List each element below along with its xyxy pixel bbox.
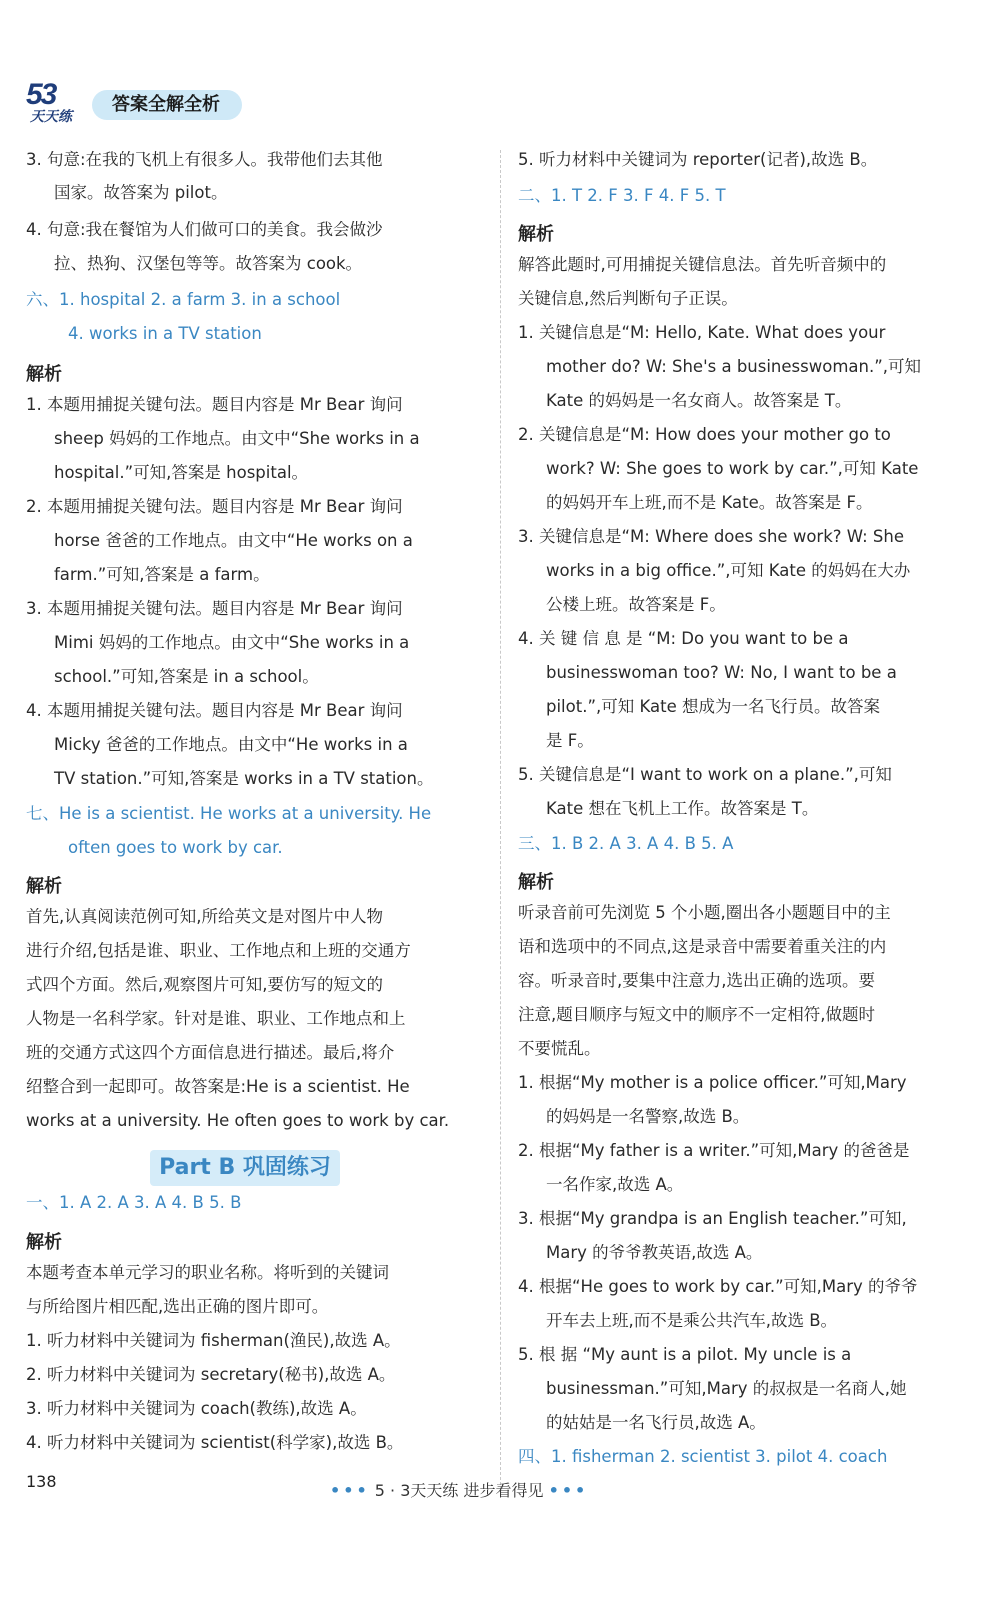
section-heading: 解析: [26, 876, 62, 897]
footer-dots-left: •••: [330, 1481, 370, 1500]
text-line: Mimi 妈妈的工作地点。由文中“She works in a: [54, 633, 410, 652]
text-line: 2. 关键信息是“M: How does your mother go to: [518, 425, 891, 444]
text-line: 四、1. fisherman 2. scientist 3. pilot 4. coach: [518, 1447, 888, 1466]
text-line: 人物是一名科学家。针对是谁、职业、工作地点和上: [26, 1009, 406, 1028]
text-line: 三、1. B 2. A 3. A 4. B 5. A: [518, 834, 734, 853]
text-line: 1. 听力材料中关键词为 fisherman(渔民),故选 A。: [26, 1331, 401, 1350]
text-line: 4. 关 键 信 息 是 “M: Do you want to be a: [518, 629, 849, 648]
text-line: often goes to work by car.: [68, 838, 283, 857]
text-line: 5. 听力材料中关键词为 reporter(记者),故选 B。: [518, 150, 878, 169]
text-line: businesswoman too? W: No, I want to be a: [546, 663, 897, 682]
text-line: 3. 句意:在我的飞机上有很多人。我带他们去其他: [26, 150, 383, 169]
text-line: pilot.”,可知 Kate 想成为一名飞行员。故答案: [546, 697, 880, 716]
text-line: hospital.”可知,答案是 hospital。: [54, 463, 309, 482]
text-line: 听录音前可先浏览 5 个小题,圈出各小题题目中的主: [518, 903, 891, 922]
text-line: 语和选项中的不同点,这是录音中需要着重关注的内: [518, 937, 887, 956]
text-line: farm.”可知,答案是 a farm。: [54, 565, 270, 584]
text-line: 5. 根 据 “My aunt is a pilot. My uncle is a: [518, 1345, 852, 1364]
text-line: 解答此题时,可用捕捉关键信息法。首先听音频中的: [518, 255, 887, 274]
text-line: 3. 根据“My grandpa is an English teacher.”可知,: [518, 1209, 907, 1228]
text-line: horse 爸爸的工作地点。由文中“He works on a: [54, 531, 413, 550]
text-line: 关键信息,然后判断句子正误。: [518, 289, 738, 308]
text-line: 2. 听力材料中关键词为 secretary(秘书),故选 A。: [26, 1365, 396, 1384]
text-line: works at a university. He often goes to work by car.: [26, 1111, 450, 1130]
text-line: 是 F。: [546, 731, 594, 750]
text-line: 1. 关键信息是“M: Hello, Kate. What does your: [518, 323, 886, 342]
text-line: 公楼上班。故答案是 F。: [546, 595, 726, 614]
text-line: 的妈妈开车上班,而不是 Kate。故答案是 F。: [546, 493, 873, 512]
part-b-title: Part B 巩固练习: [159, 1155, 331, 1180]
text-line: work? W: She goes to work by car.”,可知 Kate: [546, 459, 919, 478]
logo-number: 53: [26, 78, 56, 111]
text-line: 4. 听力材料中关键词为 scientist(科学家),故选 B。: [26, 1433, 404, 1452]
text-line: 国家。故答案为 pilot。: [54, 183, 228, 202]
text-line: mother do? W: She's a businesswoman.”,可知: [546, 357, 921, 376]
text-line: 4. works in a TV station: [68, 324, 262, 343]
text-line: 六、1. hospital 2. a farm 3. in a school: [26, 290, 341, 309]
footer-slogan: 5 · 3天天练 进步看得见: [374, 1481, 544, 1500]
text-line: Kate 想在飞机上工作。故答案是 T。: [546, 799, 819, 818]
text-line: sheep 妈妈的工作地点。由文中“She works in a: [54, 429, 420, 448]
text-line: 首先,认真阅读范例可知,所给英文是对图片中人物: [26, 907, 383, 926]
text-line: 3. 关键信息是“M: Where does she work? W: She: [518, 527, 904, 546]
text-line: Mary 的爷爷教英语,故选 A。: [546, 1243, 763, 1262]
text-line: 一名作家,故选 A。: [546, 1175, 684, 1194]
page-number: 138: [26, 1472, 57, 1491]
text-line: 3. 本题用捕捉关键句法。题目内容是 Mr Bear 询问: [26, 599, 403, 618]
text-line: 本题考查本单元学习的职业名称。将听到的关键词: [26, 1263, 389, 1282]
text-line: TV station.”可知,答案是 works in a TV station。: [54, 769, 434, 788]
footer-dots-right: •••: [548, 1481, 589, 1500]
text-line: 开车去上班,而不是乘公共汽车,故选 B。: [546, 1311, 838, 1330]
text-line: 3. 听力材料中关键词为 coach(教练),故选 A。: [26, 1399, 367, 1418]
text-line: 的妈妈是一名警察,故选 B。: [546, 1107, 750, 1126]
text-line: 4. 本题用捕捉关键句法。题目内容是 Mr Bear 询问: [26, 701, 403, 720]
text-line: Kate 的妈妈是一名女商人。故答案是 T。: [546, 391, 852, 410]
text-line: 2. 根据“My father is a writer.”可知,Mary 的爸爸是: [518, 1141, 910, 1160]
text-line: school.”可知,答案是 in a school。: [54, 667, 319, 686]
brand-logo: [24, 78, 88, 128]
text-line: businessman.”可知,Mary 的叔叔是一名商人,她: [546, 1379, 907, 1398]
text-line: 班的交通方式这四个方面信息进行描述。最后,将介: [26, 1043, 395, 1062]
text-line: 注意,题目顺序与短文中的顺序不一定相符,做题时: [518, 1005, 875, 1024]
text-line: 容。听录音时,要集中注意力,选出正确的选项。要: [518, 971, 875, 990]
text-line: 不要慌乱。: [518, 1039, 601, 1058]
part-b-heading: [150, 1150, 340, 1186]
section-heading: 解析: [518, 224, 554, 245]
text-line: 拉、热狗、汉堡包等等。故答案为 cook。: [54, 254, 363, 273]
text-line: 的姑姑是一名飞行员,故选 A。: [546, 1413, 766, 1432]
text-line: 进行介绍,包括是谁、职业、工作地点和上班的交通方: [26, 941, 411, 960]
text-line: 1. 根据“My mother is a police officer.”可知,Mary: [518, 1073, 907, 1092]
section-badge: 答案全解全析: [92, 90, 242, 120]
text-line: 式四个方面。然后,观察图片可知,要仿写的短文的: [26, 975, 383, 994]
text-line: 2. 本题用捕捉关键句法。题目内容是 Mr Bear 询问: [26, 497, 403, 516]
text-line: 1. 本题用捕捉关键句法。题目内容是 Mr Bear 询问: [26, 395, 403, 414]
section-heading: 解析: [518, 872, 554, 893]
section-heading: 解析: [26, 364, 62, 385]
logo-subtitle: 天天练: [30, 109, 72, 125]
page-footer: [330, 1478, 588, 1501]
column-divider: [500, 150, 501, 1490]
text-line: 绍整合到一起即可。故答案是:He is a scientist. He: [26, 1077, 410, 1096]
text-line: 与所给图片相匹配,选出正确的图片即可。: [26, 1297, 329, 1316]
text-line: 5. 关键信息是“I want to work on a plane.”,可知: [518, 765, 892, 784]
text-line: 七、He is a scientist. He works at a university. He: [26, 804, 432, 823]
text-line: 4. 根据“He goes to work by car.”可知,Mary 的爷爷: [518, 1277, 918, 1296]
text-line: works in a big office.”,可知 Kate 的妈妈在大办: [546, 561, 911, 580]
section-heading: 解析: [26, 1232, 62, 1253]
text-line: 4. 句意:我在餐馆为人们做可口的美食。我会做沙: [26, 220, 383, 239]
text-line: 一、1. A 2. A 3. A 4. B 5. B: [26, 1193, 242, 1212]
text-line: Micky 爸爸的工作地点。由文中“He works in a: [54, 735, 408, 754]
text-line: 二、1. T 2. F 3. F 4. F 5. T: [518, 186, 726, 205]
